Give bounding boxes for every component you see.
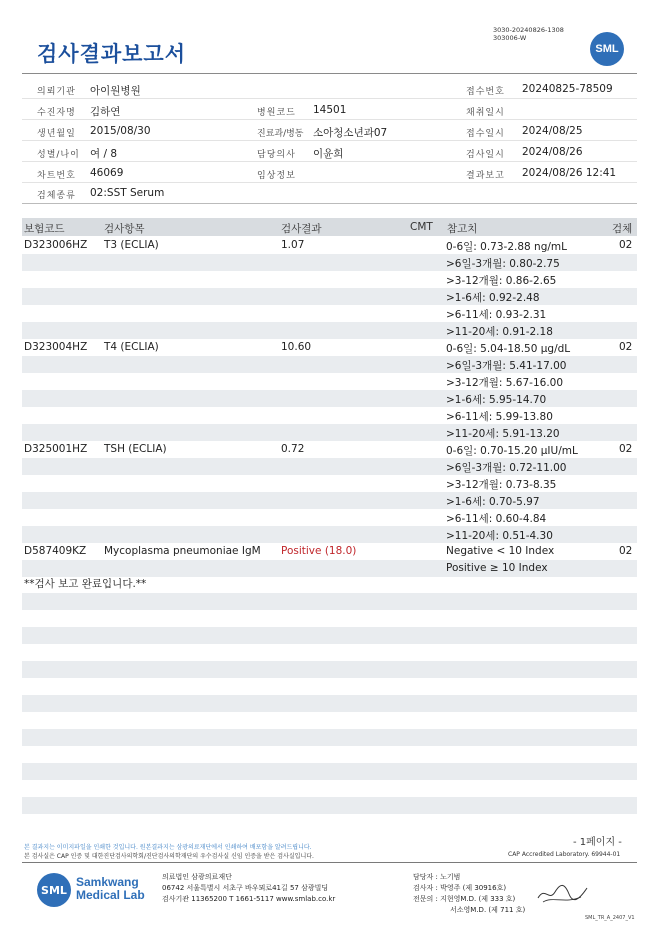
empty-row	[22, 695, 637, 712]
hospital-code-label: 병원코드	[257, 108, 296, 118]
test-code: D323004HZ	[24, 341, 88, 353]
department-value: 소아청소년과07	[313, 127, 388, 139]
reference-range: >6일-3개월: 0.72-11.00	[446, 462, 567, 474]
notice-line-2: 본 검사실은 CAP 인증 및 대한진단검사의학회/진단검사의학재단의 우수검사실 신임 인증을 받은 검사실입니다.	[24, 853, 314, 860]
tested-label: 검사일시	[466, 150, 505, 160]
empty-row	[22, 627, 637, 644]
info-divider	[22, 182, 637, 183]
test-result: Positive (18.0)	[281, 545, 357, 557]
test-item: Mycoplasma pneumoniae IgM	[104, 545, 261, 557]
reference-range: Negative < 10 Index	[446, 545, 555, 557]
report-title: 검사결과보고서	[37, 42, 187, 66]
footer-lab-name	[76, 876, 145, 902]
staff-line: 검사자 : 박영주 (제 30916호)	[413, 884, 507, 892]
specimen-label: 검체종류	[37, 191, 76, 201]
birth-label: 생년월일	[37, 129, 76, 139]
lab-name-line-1: Samkwang	[76, 875, 139, 889]
reference-range: >6일-3개월: 0.80-2.75	[446, 258, 560, 270]
name-label: 수진자명	[37, 108, 76, 118]
reception-no-value: 20240825-78509	[522, 83, 613, 95]
sex-age-value: 여 / 8	[90, 148, 118, 160]
empty-row	[22, 729, 637, 746]
reference-range: 0-6일: 0.73-2.88 ng/mL	[446, 241, 567, 253]
reference-range: >6-11세: 0.60-4.84	[446, 513, 547, 525]
reference-range: >6-11세: 0.93-2.31	[446, 309, 547, 321]
reference-codes	[493, 26, 564, 42]
specimen-value: 02:SST Serum	[90, 187, 165, 199]
name-value: 김하연	[90, 106, 121, 118]
specimen-code: 02	[619, 443, 633, 455]
reference-range: >1-6세: 0.92-2.48	[446, 292, 540, 304]
staff-line: 서소영M.D. (제 711 호)	[450, 906, 526, 914]
test-item: T4 (ECLIA)	[104, 341, 159, 353]
hospital-code-value: 14501	[313, 104, 347, 116]
cap-accreditation: CAP Accredited Laboratory. 69944-01	[508, 851, 621, 858]
doctor-label: 담당의사	[257, 150, 296, 160]
empty-row	[22, 763, 637, 780]
reference-range: >11-20세: 5.91-13.20	[446, 428, 560, 440]
table-row	[22, 492, 637, 509]
test-result: 1.07	[281, 239, 305, 251]
institution-label: 의뢰기관	[37, 87, 76, 97]
reference-range: 0-6일: 0.70-15.20 µIU/mL	[446, 445, 578, 457]
notice-line-1: 본 결과지는 이미지파일을 인쇄한 것입니다. 원본결과지는 삼광의료재단에서 인쇄하여 배포함을 알려드립니다.	[24, 844, 312, 851]
test-item: TSH (ECLIA)	[104, 443, 167, 455]
reference-range: 0-6일: 5.04-18.50 µg/dL	[446, 343, 571, 355]
received-value: 2024/08/25	[522, 125, 583, 137]
org-line: 의료법인 삼광의료재단	[162, 873, 232, 881]
col-header-item: 검사항목	[104, 223, 145, 235]
specimen-code: 02	[619, 545, 633, 557]
col-header-result: 검사결과	[281, 223, 322, 235]
reference-range: >6-11세: 5.99-13.80	[446, 411, 553, 423]
chart-no-label: 차트번호	[37, 171, 76, 181]
reference-range: >6일-3개월: 5.41-17.00	[446, 360, 567, 372]
reference-range: >1-6세: 0.70-5.97	[446, 496, 540, 508]
test-code: D323006HZ	[24, 239, 88, 251]
test-code: D587409KZ	[24, 545, 87, 557]
staff-line: 전문의 : 지현영M.D. (제 333 호)	[413, 895, 516, 903]
test-code: D325001HZ	[24, 443, 88, 455]
test-result: 0.72	[281, 443, 305, 455]
empty-row	[22, 593, 637, 610]
reference-range: >1-6세: 5.95-14.70	[446, 394, 547, 406]
completion-note: **검사 보고 완료입니다.**	[24, 578, 147, 590]
reference-range: >11-20세: 0.91-2.18	[446, 326, 553, 338]
col-header-reference: 참고치	[447, 223, 478, 235]
reference-range: >11-20세: 0.51-4.30	[446, 530, 553, 542]
header-divider	[22, 73, 637, 74]
reference-range: >3-12개월: 0.73-8.35	[446, 479, 557, 491]
clinical-label: 임상정보	[257, 171, 296, 181]
col-header-code: 보험코드	[24, 223, 65, 235]
reported-value: 2024/08/26 12:41	[522, 167, 617, 179]
department-label: 진료과/병동	[257, 129, 304, 139]
empty-row	[22, 661, 637, 678]
institution-value: 아이원병원	[90, 85, 141, 97]
sex-age-label: 성별/나이	[37, 150, 80, 160]
form-code: SML_TR_A_2407_V1	[585, 915, 635, 921]
info-divider	[22, 203, 637, 204]
staff-line: 담당자 : 노기범	[413, 873, 461, 881]
info-divider	[22, 140, 637, 141]
page-number: - 1페이지 -	[573, 837, 622, 848]
table-row	[22, 288, 637, 305]
specimen-code: 02	[619, 341, 633, 353]
info-divider	[22, 119, 637, 120]
sml-logo: SML	[590, 32, 624, 66]
org-info	[162, 872, 335, 905]
tested-value: 2024/08/26	[522, 146, 583, 158]
test-result: 10.60	[281, 341, 312, 353]
received-label: 접수일시	[466, 129, 505, 139]
reference-range: Positive ≥ 10 Index	[446, 562, 548, 574]
ref-code-2: 303006-W	[493, 34, 527, 42]
info-divider	[22, 98, 637, 99]
test-item: T3 (ECLIA)	[104, 239, 159, 251]
specimen-code: 02	[619, 239, 633, 251]
col-header-specimen: 검체	[612, 223, 633, 235]
reference-range: >3-12개월: 5.67-16.00	[446, 377, 564, 389]
signature-image	[535, 880, 590, 908]
reported-label: 결과보고	[466, 171, 505, 181]
reference-range: >3-12개월: 0.86-2.65	[446, 275, 557, 287]
empty-row	[22, 797, 637, 814]
doctor-value: 이윤희	[313, 148, 344, 160]
org-line: 검사기관 11365200 T 1661-5117 www.smlab.co.kr	[162, 895, 336, 903]
org-line: 06742 서울특별시 서초구 바우뫼로41길 57 삼광빌딩	[162, 884, 329, 892]
collection-date-label: 채취일시	[466, 108, 505, 118]
footer-divider	[22, 862, 637, 863]
footer-sml-logo: SML	[37, 873, 71, 907]
lab-name-line-2: Medical Lab	[76, 888, 145, 902]
col-header-cmt: CMT	[410, 221, 433, 233]
info-divider	[22, 161, 637, 162]
ref-code-1: 3030-20240826-1308	[493, 26, 564, 34]
birth-value: 2015/08/30	[90, 125, 151, 137]
chart-no-value: 46069	[90, 167, 124, 179]
reception-no-label: 접수번호	[466, 87, 505, 97]
staff-info	[413, 872, 525, 916]
